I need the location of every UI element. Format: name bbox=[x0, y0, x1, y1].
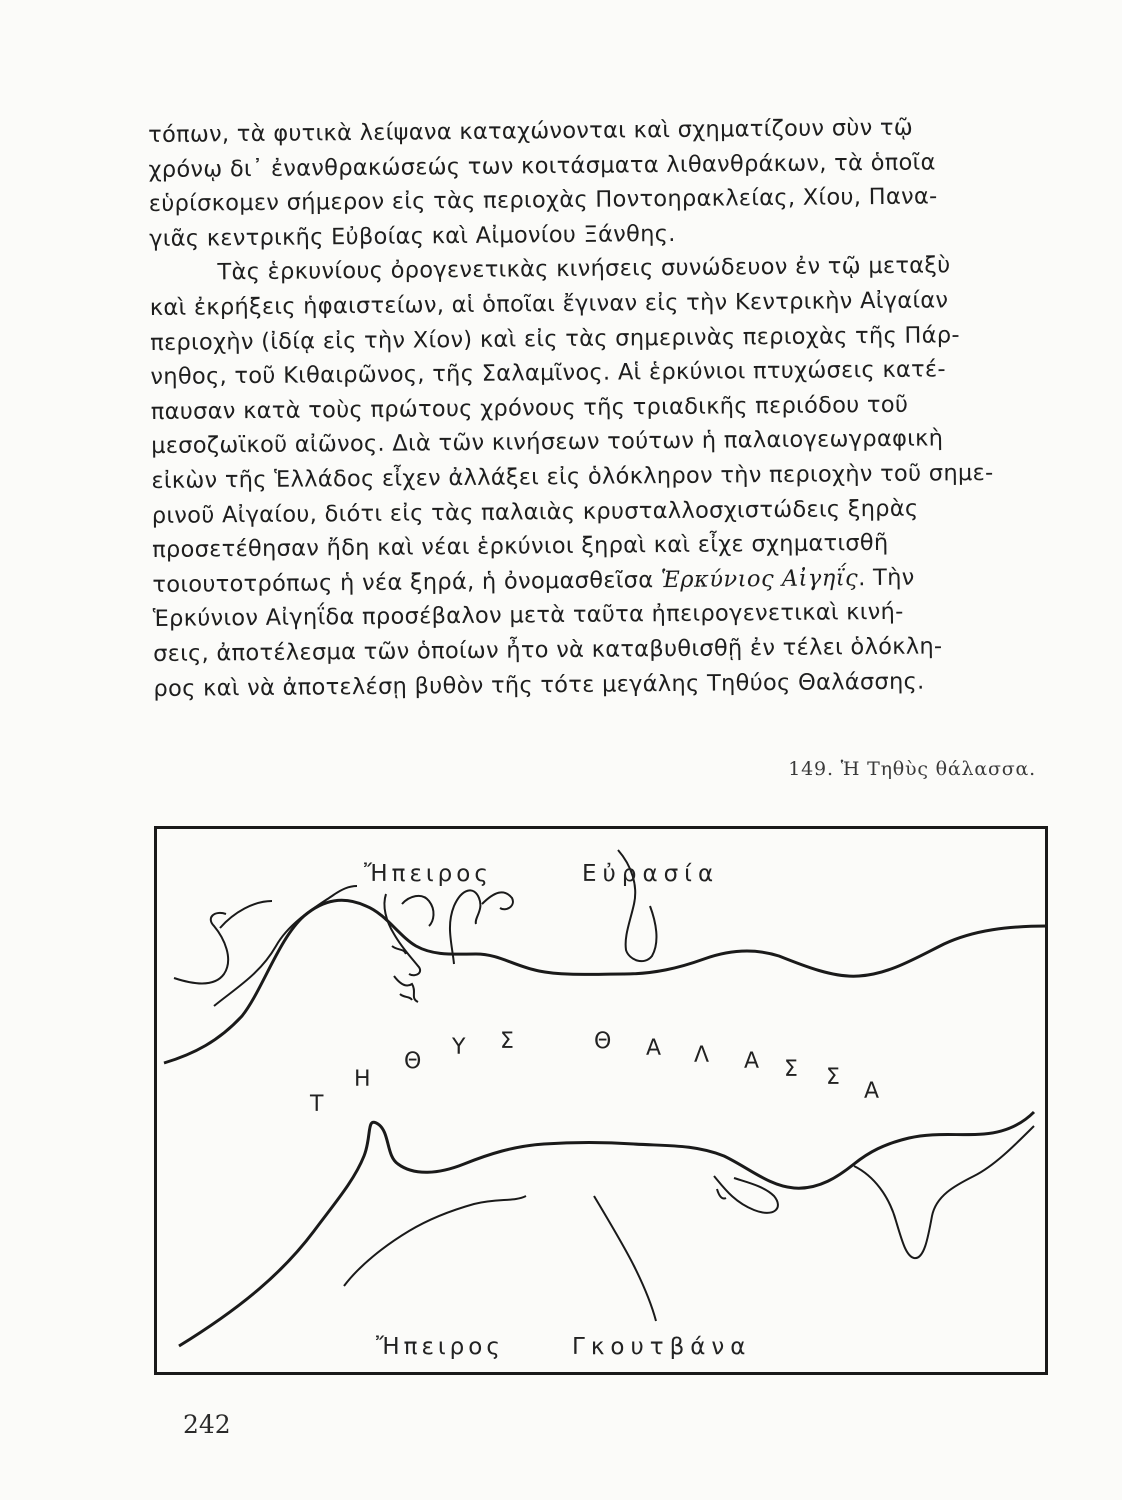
tethys-sea-map bbox=[154, 826, 1048, 1375]
text-line: εἰκὼν τῆς Ἑλλάδος εἶχεν ἀλλάξει εἰς ὁλόκληρον τὴν περιοχὴν τοῦ σημε- bbox=[151, 459, 994, 494]
african-shore-outline bbox=[344, 1196, 526, 1286]
italy-peninsula-outline bbox=[384, 894, 433, 975]
text-line: ρινοῦ Αἰγαίου, διότι εἰς τὰς παλαιὰς κρυσταλλοσχιστώδεις ξηρὰς bbox=[151, 495, 919, 529]
map-svg bbox=[154, 826, 1048, 1375]
text-line: γιᾶς κεντρικῆς Εὐβοίας καὶ Αἰμονίου Ξάνθης. bbox=[149, 220, 676, 252]
text-line: Ἑρκύνιον Αἰγηΐδα προσέβαλον μετὰ ταῦτα ἠπειρογενετικαὶ κινή- bbox=[152, 599, 904, 633]
island-mark bbox=[717, 1189, 726, 1199]
sea-letter: Σ bbox=[826, 1065, 840, 1090]
map-frame bbox=[156, 828, 1047, 1374]
text-line: σεις, ἀποτέλεσμα τῶν ὁποίων ἦτο νὰ καταβυθισθῇ ἐν τέλει ὁλόκλη- bbox=[153, 633, 943, 667]
body-text bbox=[148, 109, 1042, 706]
south-label: Ἤπειρος bbox=[376, 1334, 504, 1360]
italic-term: Ἑρκύνιος Αἰγηΐς bbox=[660, 564, 859, 593]
sea-letter: Α bbox=[744, 1049, 760, 1074]
sea-letter: Α bbox=[864, 1079, 880, 1104]
text-line: Τὰς ἑρκυνίους ὀρογενετικὰς κινήσεις συνώδευον ἐν τῷ μεταξὺ bbox=[217, 252, 951, 286]
sea-letter: Η bbox=[354, 1067, 371, 1092]
north-label: Ἤπειρος bbox=[364, 861, 492, 887]
text-line: εὑρίσκομεν σήμερον εἰς τὰς περιοχὰς Ποντοηρακλείας, Χίου, Πανα- bbox=[148, 183, 938, 218]
sea-letter: Σ bbox=[500, 1029, 514, 1054]
south-coastline bbox=[179, 1112, 1034, 1346]
figure-caption: 149. Ἡ Τηθὺς θάλασσα. bbox=[788, 758, 1036, 780]
arabia-outline bbox=[594, 1196, 656, 1321]
text-line: ρος καὶ νὰ ἀποτελέσῃ βυθὸν τῆς τότε μεγάλης Τηθύος Θαλάσσης. bbox=[153, 668, 925, 702]
text-line: περιοχὴν (ἰδίᾳ εἰς τὴν Χίον) καὶ εἰς τὰς σημερινὰς περιοχὰς τῆς Πάρ- bbox=[150, 321, 960, 356]
north-name: Εὐρασία bbox=[582, 861, 720, 887]
sea-letter: Υ bbox=[452, 1035, 466, 1060]
text-line: προσετέθησαν ἤδη καὶ νέαι ἑρκύνιοι ξηραὶ καὶ εἶχε σχηματισθῆ bbox=[152, 530, 889, 564]
sea-letter: Α bbox=[646, 1036, 662, 1061]
page-number: 242 bbox=[183, 1410, 231, 1439]
aegean-islands-outline bbox=[392, 946, 418, 1002]
text-line: χρόνῳ δι᾽ ἐνανθρακώσεώς των κοιτάσματα λιθανθράκων, τὰ ὁποῖα bbox=[148, 149, 936, 183]
text-line: νηθος, τοῦ Κιθαιρῶνος, τῆς Σαλαμῖνος. Αἱ ἑρκύνιοι πτυχώσεις κατέ- bbox=[150, 356, 946, 391]
text-line: καὶ ἐκρήξεις ἡφαιστείων, αἱ ὁποῖαι ἔγιναν εἰς τὴν Κεντρικὴν Αἰγαίαν bbox=[149, 287, 949, 321]
text-line: παυσαν κατὰ τοὺς πρώτους χρόνους τῆς τριαδικῆς περιόδου τοῦ bbox=[150, 391, 909, 425]
sea-letter: Λ bbox=[694, 1043, 710, 1068]
text-fragment: . Τὴν bbox=[858, 564, 915, 591]
east-inlet-outline bbox=[482, 892, 513, 909]
south-name: Γκουτβάνα bbox=[572, 1334, 752, 1360]
western-land-outline bbox=[214, 886, 357, 1006]
sea-letter: Τ bbox=[310, 1092, 324, 1117]
text-fragment: τοιουτοτρόπως ἡ νέα ξηρά, ἡ ὀνομασθεῖσα bbox=[152, 566, 662, 598]
sea-letter: Θ bbox=[404, 1049, 422, 1074]
sea-letter: Σ bbox=[784, 1057, 798, 1082]
sea-letter: Θ bbox=[594, 1029, 612, 1054]
text-line: τόπων, τὰ φυτικὰ λείψανα καταχώνονται καὶ σχηματίζουν σὺν τῷ bbox=[148, 114, 914, 148]
text-line: μεσοζωϊκοῦ αἰῶνος. Διὰ τῶν κινήσεων τούτων ἡ παλαιογεωγραφικὴ bbox=[151, 425, 944, 460]
